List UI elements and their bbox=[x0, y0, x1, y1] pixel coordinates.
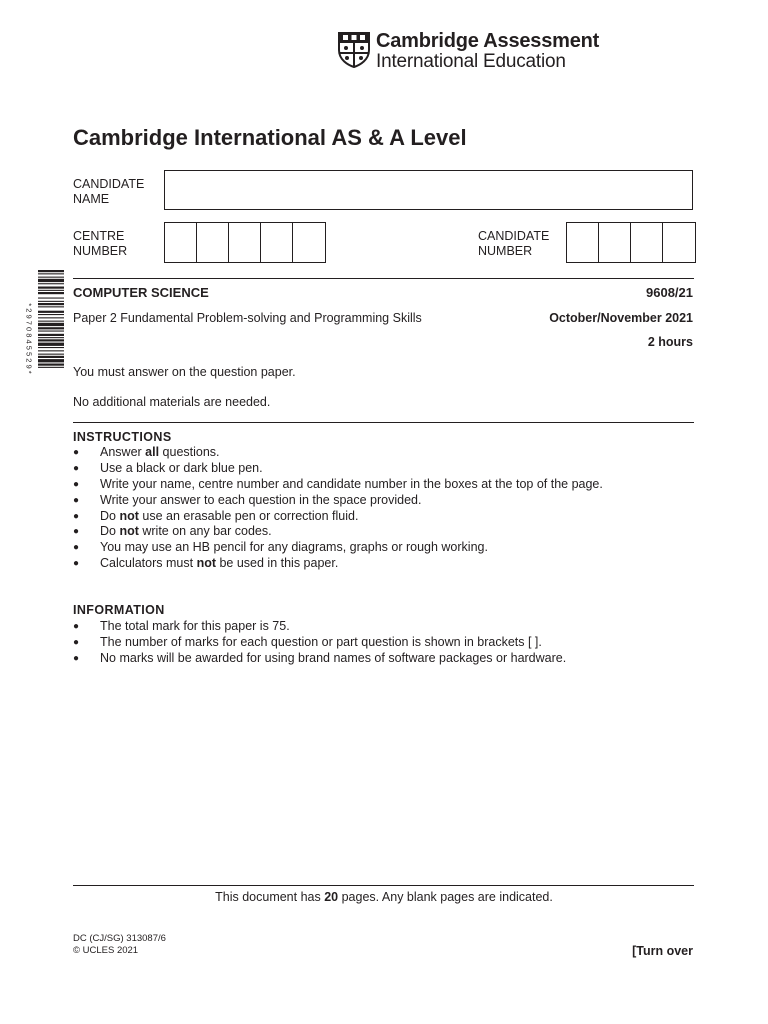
candidate-name-field[interactable] bbox=[164, 170, 693, 210]
centre-number-label: CENTRE NUMBER bbox=[73, 229, 128, 258]
information-list bbox=[73, 619, 566, 667]
digit-box[interactable] bbox=[229, 223, 261, 262]
list-item: ● Write your name, centre number and candidate number in the boxes at the top of the page. bbox=[73, 476, 603, 491]
digit-box[interactable] bbox=[165, 223, 197, 262]
centre-number-field[interactable] bbox=[164, 222, 326, 263]
information-heading: INFORMATION bbox=[73, 603, 165, 617]
paper-code: 9608/21 bbox=[646, 285, 693, 300]
digit-box[interactable] bbox=[631, 223, 663, 262]
cambridge-shield-icon bbox=[338, 32, 370, 68]
instructions-list bbox=[73, 445, 603, 572]
digit-box[interactable] bbox=[261, 223, 293, 262]
materials-note: No additional materials are needed. bbox=[73, 395, 271, 409]
list-item: ● The total mark for this paper is 75. bbox=[73, 619, 290, 633]
list-item: ● You may use an HB pencil for any diagrams, graphs or rough working. bbox=[73, 540, 488, 555]
digit-box[interactable] bbox=[663, 223, 695, 262]
list-item: ● Calculators must not be used in this paper. bbox=[73, 556, 339, 571]
logo-text-line1: Cambridge Assessment bbox=[376, 30, 600, 52]
candidate-name-label: CANDIDATE NAME bbox=[73, 177, 145, 206]
divider bbox=[73, 885, 694, 886]
divider bbox=[73, 422, 694, 423]
list-item: ● Do not write on any bar codes. bbox=[73, 524, 272, 539]
digit-box[interactable] bbox=[567, 223, 599, 262]
digit-box[interactable] bbox=[293, 223, 325, 262]
candidate-number-label: CANDIDATE NUMBER bbox=[478, 229, 550, 258]
candidate-number-field[interactable] bbox=[566, 222, 696, 263]
qualification-title: Cambridge International AS & A Level bbox=[73, 125, 467, 150]
barcode-image bbox=[28, 270, 66, 410]
list-item: ● The number of marks for each question or part question is shown in brackets [ ]. bbox=[73, 634, 542, 649]
subject-name: COMPUTER SCIENCE bbox=[73, 285, 209, 300]
exam-duration: 2 hours bbox=[647, 335, 693, 349]
instructions-heading: INSTRUCTIONS bbox=[73, 430, 172, 444]
document-reference: DC (CJ/SG) 313087/6 © UCLES 2021 bbox=[73, 933, 166, 956]
list-item: ● Write your answer to each question in the space provided. bbox=[73, 492, 422, 507]
list-item: ● Answer all questions. bbox=[73, 445, 220, 459]
list-item: ● Do not use an erasable pen or correction fluid. bbox=[73, 508, 359, 523]
list-item: ● Use a black or dark blue pen. bbox=[73, 460, 263, 475]
paper-title: Paper 2 Fundamental Problem-solving and Programming Skills bbox=[73, 311, 422, 325]
page-count-note: This document has 20 pages. Any blank pages are indicated. bbox=[215, 890, 553, 904]
digit-box[interactable] bbox=[599, 223, 631, 262]
barcode-digits: * 2 9 7 0 8 4 5 5 2 9 * bbox=[24, 303, 34, 374]
logo-text-line2: International Education bbox=[376, 51, 566, 72]
turn-over-label: [Turn over bbox=[632, 944, 693, 958]
exam-session: October/November 2021 bbox=[549, 311, 693, 325]
answer-note: You must answer on the question paper. bbox=[73, 365, 296, 379]
list-item: ● No marks will be awarded for using brand names of software packages or hardware. bbox=[73, 650, 567, 665]
divider bbox=[73, 278, 694, 279]
digit-box[interactable] bbox=[197, 223, 229, 262]
